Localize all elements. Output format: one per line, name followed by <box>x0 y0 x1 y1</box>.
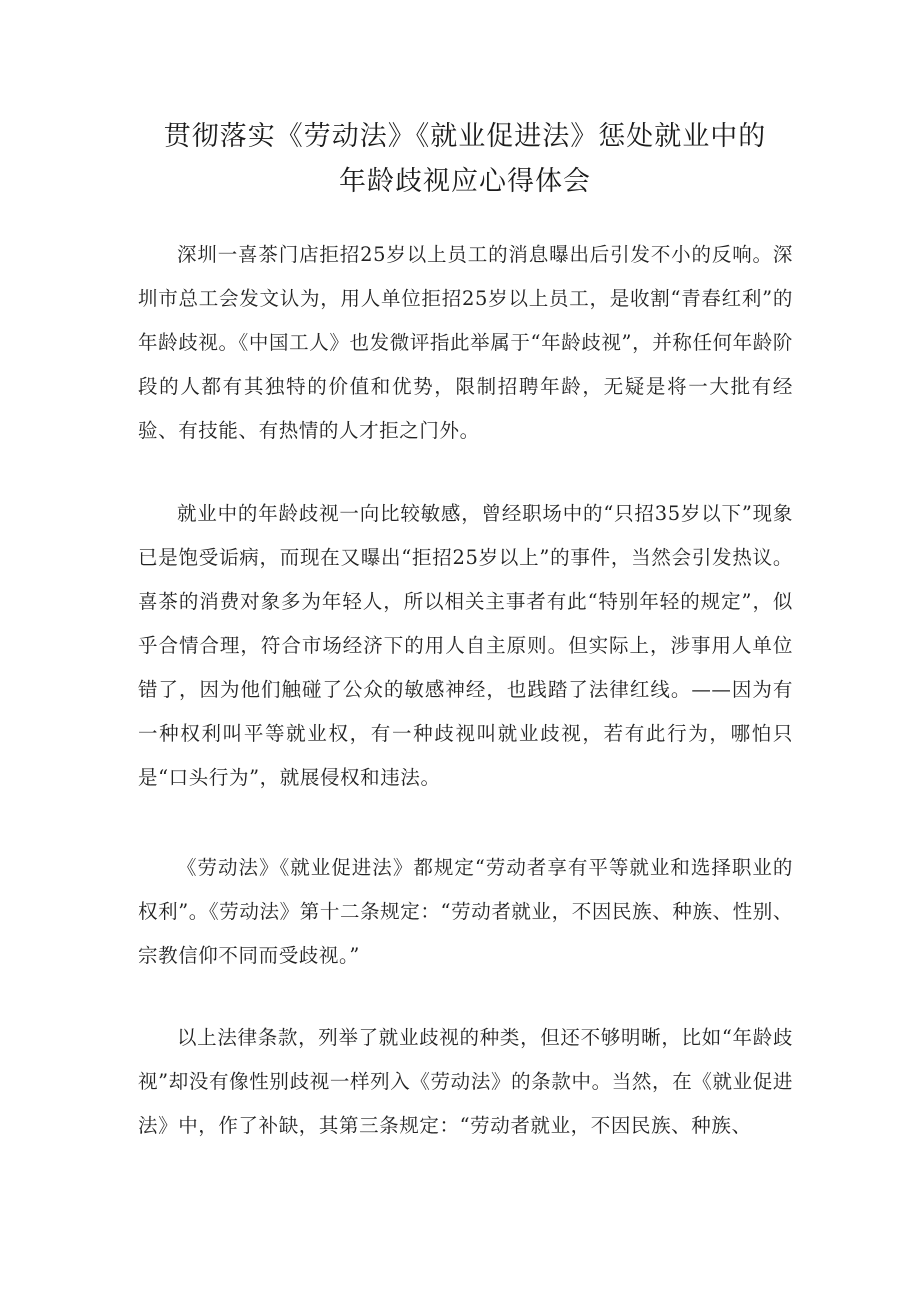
paragraph-3: 《劳动法》《就业促进法》都规定“劳动者享有平等就业和选择职业的权利”。《劳动法》第十二条规定：“劳动者就业，不因民族、种族、性别、宗教信仰不同而受歧视。” <box>138 856 793 967</box>
paragraph-1: 深圳一喜茶门店拒招25岁以上员工的消息曝出后引发不小的反响。深圳市总工会发文认为，用人单位拒招25岁以上员工，是收割“青春红利”的年龄歧视。《中国工人》也发微评指此举属于“年龄歧视”，并称任何年龄阶段的人都有其独特的价值和优势，限制招聘年龄，无疑是将一大批有经验、有技能、有热情的人才拒之门外。 <box>138 243 793 442</box>
title-line-1: 贯彻落实《劳动法》《就业促进法》惩处就业中的 <box>163 121 767 152</box>
paragraph-2: 就业中的年龄歧视一向比较敏感，曾经职场中的“只招35岁以下”现象已是饱受诟病，而现在又曝出“拒招25岁以上”的事件，当然会引发热议。喜茶的消费对象多为年轻人，所以相关主事者有此“特别年轻的规定”，似乎合情合理，符合市场经济下的用人自主原则。但实际上，涉事用人单位错了，因为他们触碰了公众的敏感神经，也践踏了法律红线。——因为有一种权利叫平等就业权，有一种歧视叫就业歧视，若有此行为，哪怕只是“口头行为”，就展侵权和违法。 <box>138 502 793 789</box>
document-title <box>120 114 810 204</box>
title-line-2: 年龄歧视应心得体会 <box>339 166 591 197</box>
paragraph-4: 以上法律条款，列举了就业歧视的种类，但还不够明晰，比如“年龄歧视”却没有像性别歧视一样列入《劳动法》的条款中。当然，在《就业促进法》中，作了补缺，其第三条规定：“劳动者就业，不因民族、种族、 <box>138 1026 793 1137</box>
